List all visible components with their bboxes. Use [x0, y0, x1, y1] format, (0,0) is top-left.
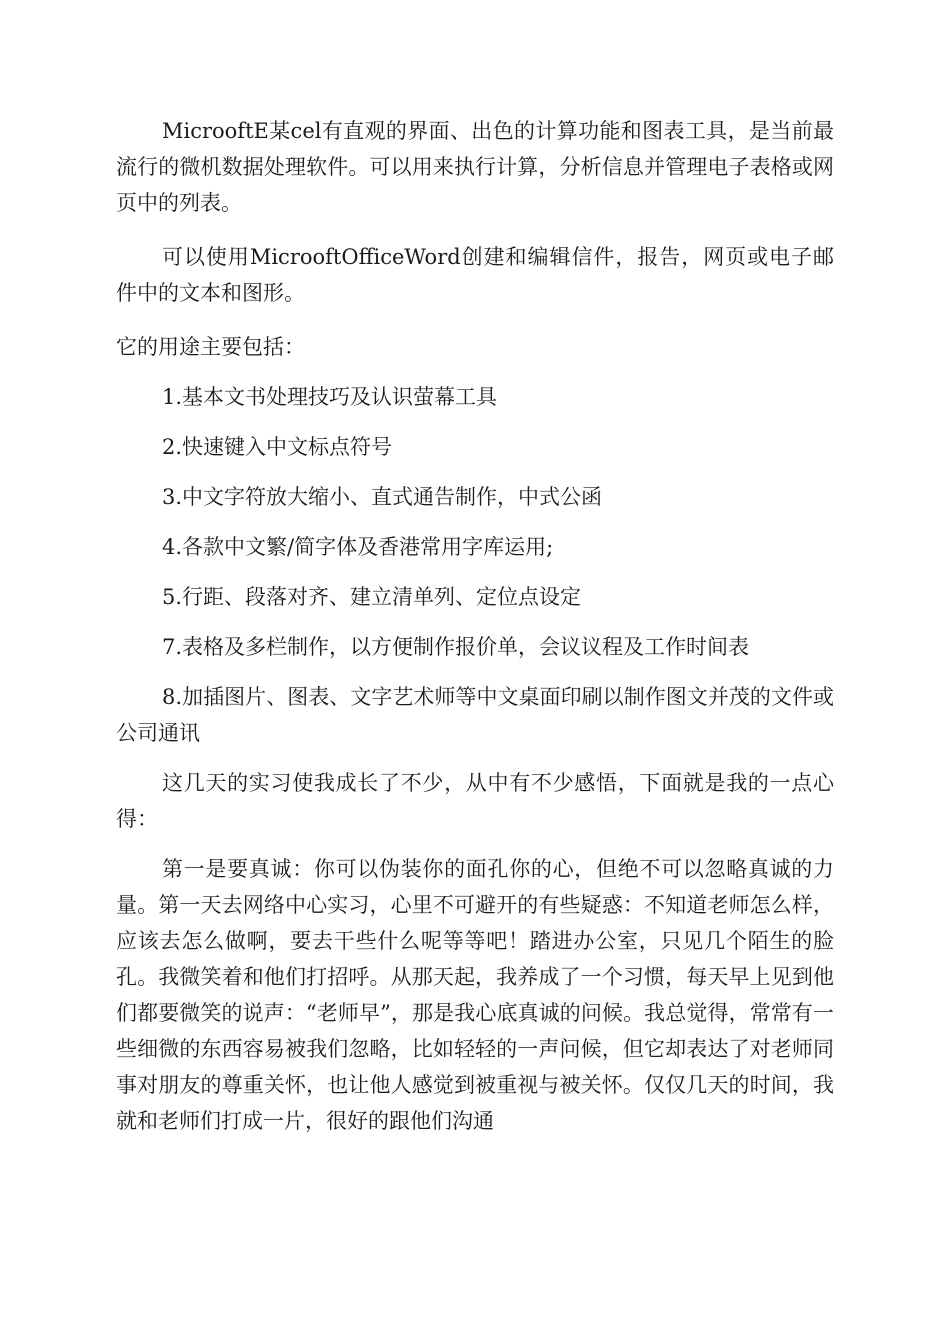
list-item: 4.各款中文繁/简字体及香港常用字库运用;: [162, 535, 554, 559]
paragraph-uses-heading: 它的用途主要包括：: [116, 335, 305, 359]
list-item: 5.行距、段落对齐、建立清单列、定位点设定: [162, 585, 582, 609]
list-item: 1.基本文书处理技巧及认识萤幕工具: [162, 385, 498, 409]
paragraph-sincerity: 第一是要真诚：你可以伪装你的面孔你的心，但绝不可以忽略真诚的力量。第一天去网络中心实习，心里不可避开的有些疑惑：不知道老师怎么样，应该去怎么做啊，要去干些什么呢等等吧！踏进办公室，只见几个陌生的脸孔。我微笑着和他们打招呼。从那天起，我养成了一个习惯，每天早上见到他们都要微笑的说声：“老师早”，那是我心底真诚的问候。我总觉得，常常有一些细微的东西容易被我们忽略，比如轻轻的一声问候，但它却表达了对老师同事对朋友的尊重关怀，也让他人感觉到被重视与被关怀。仅仅几天的时间，我就和老师们打成一片，很好的跟他们沟通: [116, 857, 834, 1133]
paragraph-word-intro: 可以使用MicrooftOfficeWord创建和编辑信件，报告，网页或电子邮件中的文本和图形。: [116, 245, 834, 305]
paragraph-excel-intro: MicrooftE某cel有直观的界面、出色的计算功能和图表工具，是当前最流行的微机数据处理软件。可以用来执行计算，分析信息并管理电子表格或网页中的列表。: [116, 119, 834, 215]
list-item: 7.表格及多栏制作，以方便制作报价单，会议议程及工作时间表: [162, 635, 750, 659]
paragraph-experience-intro: 这几天的实习使我成长了不少，从中有不少感悟，下面就是我的一点心得：: [116, 771, 834, 831]
list-item: 3.中文字符放大缩小、直式通告制作，中式公函: [162, 485, 603, 509]
list-item: 8.加插图片、图表、文字艺术师等中文桌面印刷以制作图文并茂的文件或公司通讯: [116, 685, 834, 745]
list-item: 2.快速键入中文标点符号: [162, 435, 393, 459]
document-body: [116, 113, 834, 1157]
